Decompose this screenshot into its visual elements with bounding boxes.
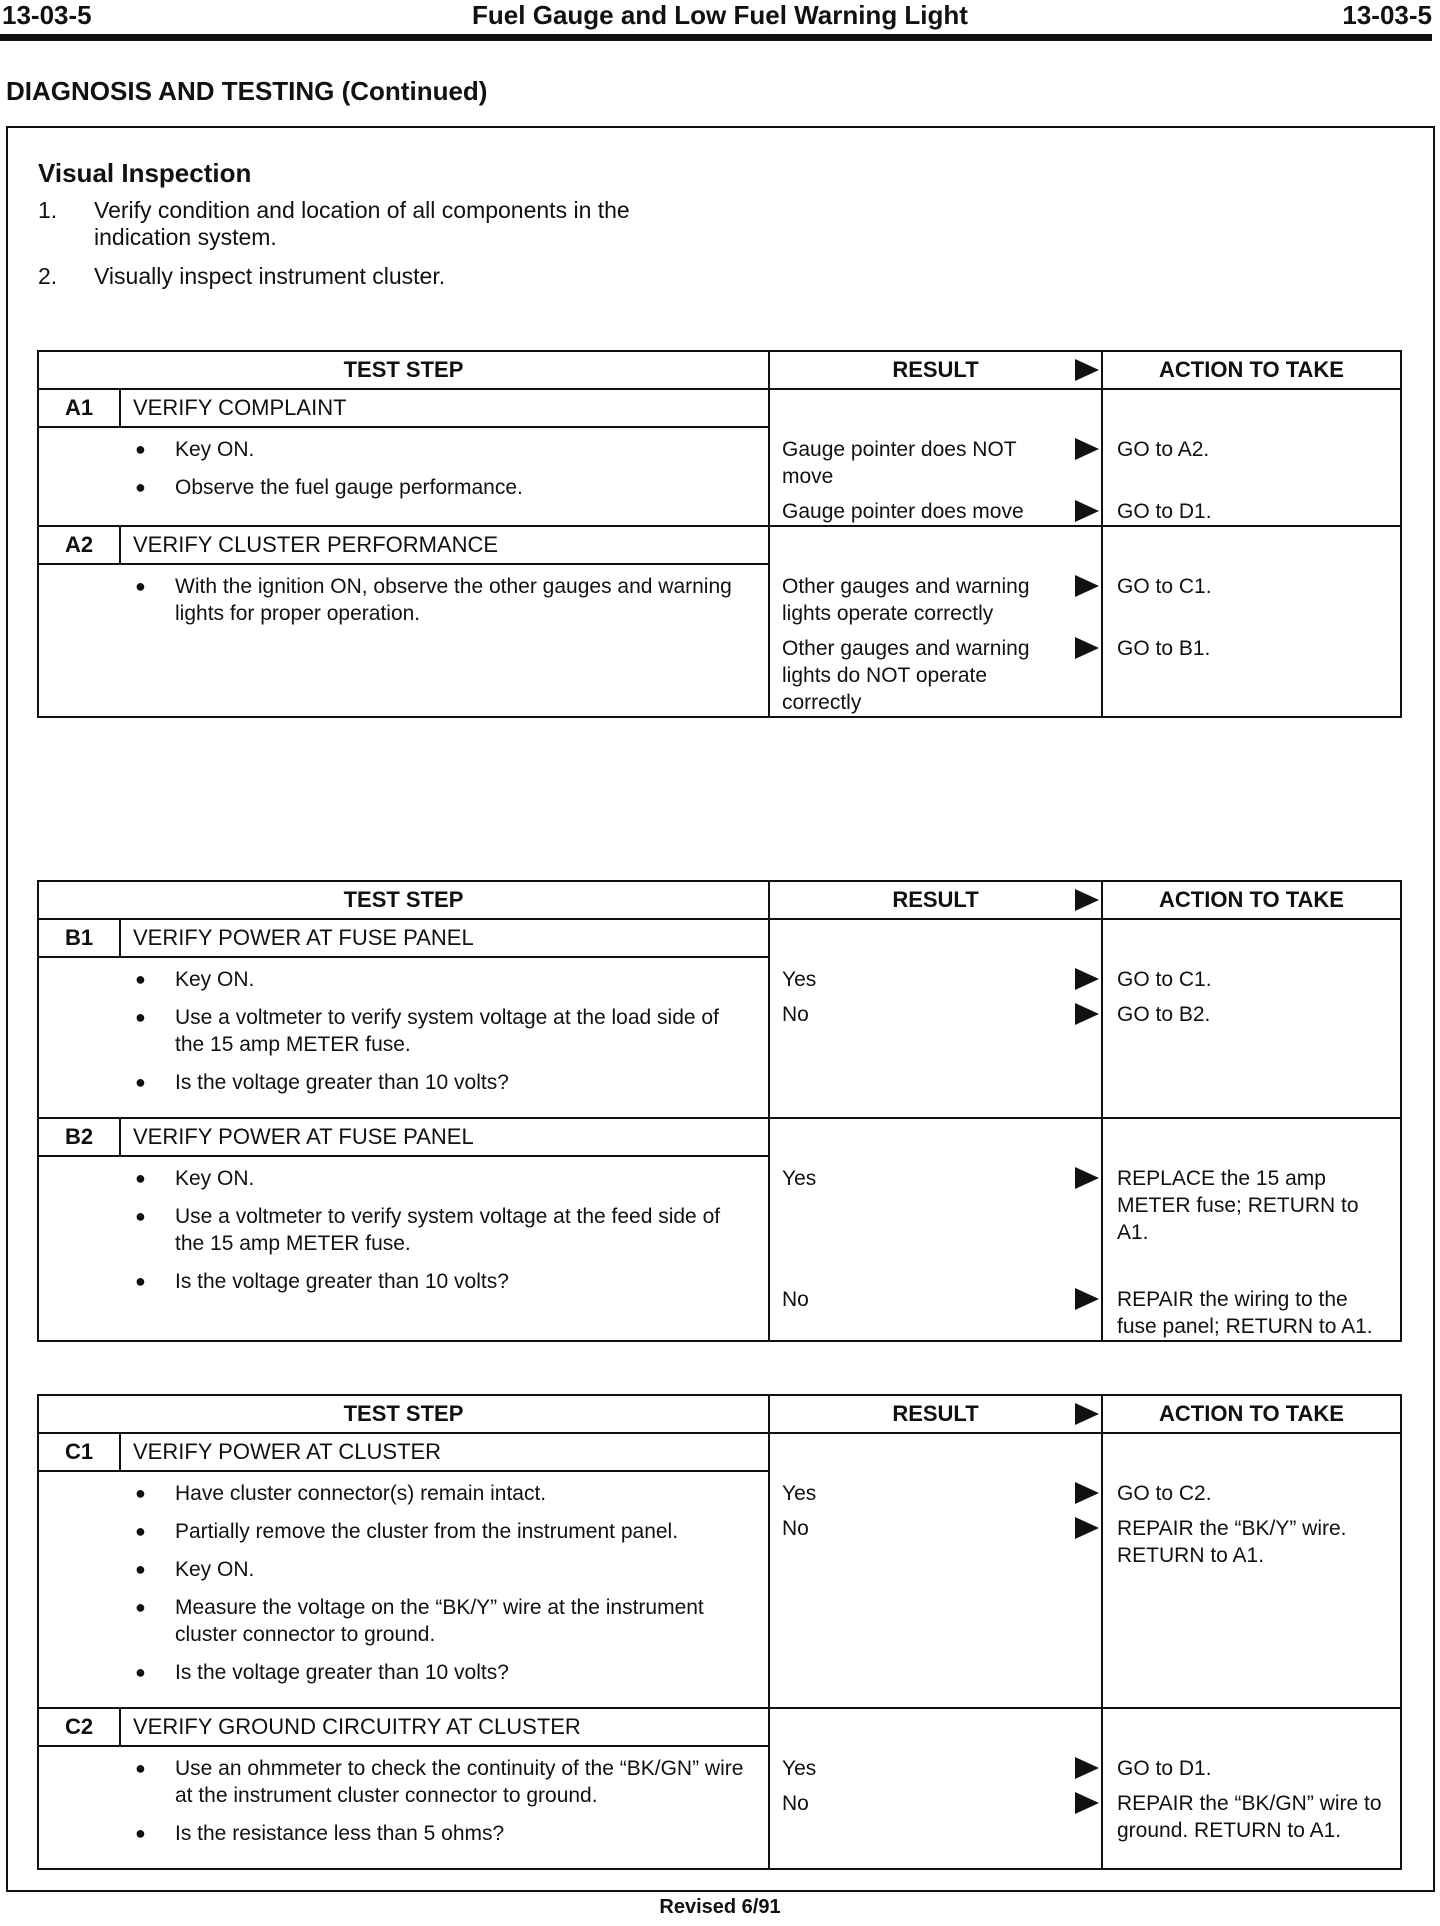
- step-bullet: [39, 966, 768, 993]
- result-item: [770, 1515, 1101, 1569]
- header-action: ACTION TO TAKE: [1102, 1395, 1401, 1433]
- result-text: No: [782, 1003, 809, 1026]
- step-bullet: [39, 1268, 768, 1295]
- step-bullet: [39, 1755, 768, 1809]
- arrow-right-icon: [1075, 1757, 1099, 1779]
- step-bullet: [39, 1004, 768, 1058]
- action-cell: [1102, 1433, 1401, 1708]
- result-text: No: [782, 1288, 809, 1311]
- test-step-cell: [38, 1118, 769, 1341]
- step-id: A1: [39, 390, 121, 426]
- test-step-table: [37, 1394, 1402, 1870]
- action-item: REPAIR the “BK/GN” wire to ground. RETURN to A1.: [1117, 1792, 1382, 1842]
- test-step-row: [38, 389, 1401, 526]
- bullet-dot-icon: ●: [135, 1007, 146, 1027]
- bullet-dot-icon: ●: [135, 576, 146, 596]
- test-step-row: [38, 1708, 1401, 1869]
- test-step-row: [38, 1118, 1401, 1341]
- result-text: Gauge pointer does NOT move: [782, 438, 1017, 488]
- step-bullet: [39, 573, 768, 627]
- step-bullet-text: Measure the voltage on the “BK/Y” wire at the instrument cluster connector to ground.: [175, 1596, 704, 1646]
- step-bullet-text: Use an ohmmeter to check the continuity of the “BK/GN” wire at the instrument cluster connector to ground.: [175, 1757, 744, 1807]
- step-title-bar: [39, 1434, 768, 1472]
- step-bullet-text: Have cluster connector(s) remain intact.: [175, 1482, 547, 1505]
- action-item: GO to B1.: [1117, 637, 1211, 660]
- step-bullet: [39, 1480, 768, 1507]
- inspection-item-text: Visually inspect instrument cluster.: [94, 263, 446, 289]
- step-id: B1: [39, 920, 121, 956]
- step-bullets: [39, 565, 768, 648]
- result-item: [770, 966, 1101, 993]
- bullet-dot-icon: ●: [135, 1662, 146, 1682]
- arrow-right-icon: [1075, 1792, 1099, 1814]
- inspection-item: [38, 263, 738, 290]
- step-bullet: [39, 1594, 768, 1648]
- action-item: REPAIR the wiring to the fuse panel; RETURN to A1.: [1117, 1288, 1373, 1338]
- header-result: [769, 881, 1102, 919]
- result-text: No: [782, 1517, 809, 1540]
- header-test-step: TEST STEP: [38, 351, 769, 389]
- header-rule: [0, 34, 1432, 41]
- action-item: GO to C1.: [1117, 968, 1212, 991]
- step-bullet-text: Use a voltmeter to verify system voltage at the load side of the 15 amp METER fuse.: [175, 1006, 719, 1056]
- table-header-row: [38, 351, 1401, 389]
- step-bullet-text: With the ignition ON, observe the other gauges and warning lights for proper operation.: [175, 575, 732, 625]
- step-bullet-text: Observe the fuel gauge performance.: [175, 476, 523, 499]
- step-bullet-text: Partially remove the cluster from the instrument panel.: [175, 1520, 679, 1543]
- test-step-cell: [38, 1433, 769, 1708]
- action-item: REPLACE the 15 amp METER fuse; RETURN to A1.: [1117, 1167, 1359, 1244]
- result-cell: [769, 919, 1102, 1118]
- step-bullet-text: Is the voltage greater than 10 volts?: [175, 1270, 509, 1293]
- table-header-row: [38, 881, 1401, 919]
- bullet-dot-icon: ●: [135, 1168, 146, 1188]
- arrow-right-icon: [1075, 575, 1099, 597]
- result-item: [770, 573, 1101, 627]
- arrow-right-icon: [1075, 968, 1099, 990]
- result-cell: [769, 1708, 1102, 1869]
- step-bullet-text: Key ON.: [175, 1558, 255, 1581]
- step-bullet: [39, 1518, 768, 1545]
- step-bullet: [39, 1165, 768, 1192]
- inspection-item-number: 1.: [38, 197, 58, 223]
- result-cell: [769, 1118, 1102, 1341]
- bullet-dot-icon: ●: [135, 1483, 146, 1503]
- step-id: A2: [39, 527, 121, 563]
- step-title-bar: [39, 527, 768, 565]
- result-text: Other gauges and warning lights operate correctly: [782, 575, 1030, 625]
- bullet-dot-icon: ●: [135, 1271, 146, 1291]
- test-step-table: [37, 350, 1402, 718]
- step-bullets: [39, 1747, 768, 1868]
- step-id: B2: [39, 1119, 121, 1155]
- header-action: ACTION TO TAKE: [1102, 351, 1401, 389]
- step-bullet: [39, 1556, 768, 1583]
- result-text: Other gauges and warning lights do NOT operate correctly: [782, 637, 1030, 714]
- step-bullet: [39, 436, 768, 463]
- inspection-item: [38, 197, 738, 251]
- test-step-cell: [38, 919, 769, 1118]
- bullet-dot-icon: ●: [135, 1072, 146, 1092]
- arrow-right-icon: [1075, 500, 1099, 522]
- result-cell: [769, 389, 1102, 526]
- arrow-right-icon: [1075, 889, 1099, 911]
- result-text: Yes: [782, 1482, 817, 1505]
- step-bullets: [39, 428, 768, 522]
- step-bullet-text: Key ON.: [175, 438, 255, 461]
- bullet-dot-icon: ●: [135, 969, 146, 989]
- step-title-bar: [39, 1709, 768, 1747]
- result-text: No: [782, 1792, 809, 1815]
- table-header-row: [38, 1395, 1401, 1433]
- step-title-bar: [39, 920, 768, 958]
- test-step-row: [38, 919, 1401, 1118]
- action-cell: [1102, 389, 1401, 526]
- step-name: VERIFY POWER AT FUSE PANEL: [133, 925, 474, 950]
- bullet-dot-icon: ●: [135, 477, 146, 497]
- bullet-dot-icon: ●: [135, 1559, 146, 1579]
- result-cell: [769, 526, 1102, 717]
- step-bullets: [39, 958, 768, 1117]
- arrow-right-icon: [1075, 1288, 1099, 1310]
- step-bullet: [39, 1069, 768, 1096]
- header-result-label: RESULT: [892, 887, 979, 912]
- step-bullet-text: Is the voltage greater than 10 volts?: [175, 1661, 509, 1684]
- bullet-dot-icon: ●: [135, 1521, 146, 1541]
- revision-footer: Revised 6/91: [659, 1896, 781, 1918]
- result-item: [770, 436, 1101, 490]
- action-item: GO to A2.: [1117, 438, 1210, 461]
- visual-inspection: [38, 158, 738, 302]
- result-text: Yes: [782, 1757, 817, 1780]
- action-item: GO to D1.: [1117, 500, 1212, 523]
- arrow-right-icon: [1075, 1003, 1099, 1025]
- header-result-label: RESULT: [892, 357, 979, 382]
- test-step-cell: [38, 389, 769, 526]
- page-header-title: Fuel Gauge and Low Fuel Warning Light: [472, 0, 968, 30]
- step-name: VERIFY CLUSTER PERFORMANCE: [133, 532, 499, 557]
- step-bullet: [39, 474, 768, 501]
- step-bullet: [39, 1203, 768, 1257]
- test-step-cell: [38, 1708, 769, 1869]
- action-cell: [1102, 526, 1401, 717]
- page-number-left: 13-03-5: [2, 0, 92, 30]
- step-name: VERIFY POWER AT CLUSTER: [133, 1439, 442, 1464]
- step-name: VERIFY POWER AT FUSE PANEL: [133, 1124, 474, 1149]
- header-result-label: RESULT: [892, 1401, 979, 1426]
- section-title: DIAGNOSIS AND TESTING (Continued): [6, 76, 488, 106]
- action-item: GO to D1.: [1117, 1757, 1212, 1780]
- action-cell: [1102, 919, 1401, 1118]
- result-text: Yes: [782, 968, 817, 991]
- step-name: VERIFY COMPLAINT: [133, 395, 347, 420]
- bullet-dot-icon: ●: [135, 1758, 146, 1778]
- test-step-table: [37, 880, 1402, 1342]
- result-item: [770, 1755, 1101, 1782]
- step-title-bar: [39, 390, 768, 428]
- inspection-item-text: Verify condition and location of all components in the indication system.: [94, 197, 630, 250]
- result-item: [770, 1480, 1101, 1507]
- step-bullet: [39, 1820, 768, 1847]
- step-name: VERIFY GROUND CIRCUITRY AT CLUSTER: [133, 1714, 581, 1739]
- step-bullets: [39, 1472, 768, 1707]
- result-text: Yes: [782, 1167, 817, 1190]
- step-bullet-text: Is the voltage greater than 10 volts?: [175, 1071, 509, 1094]
- step-id: C1: [39, 1434, 121, 1470]
- result-item: [770, 635, 1101, 716]
- step-title-bar: [39, 1119, 768, 1157]
- step-bullet: [39, 1659, 768, 1686]
- visual-inspection-title: Visual Inspection: [38, 158, 252, 188]
- arrow-right-icon: [1075, 1517, 1099, 1539]
- arrow-right-icon: [1075, 637, 1099, 659]
- result-item: [770, 498, 1101, 525]
- header-result: [769, 351, 1102, 389]
- action-cell: [1102, 1708, 1401, 1869]
- step-bullet-text: Key ON.: [175, 968, 255, 991]
- test-step-row: [38, 526, 1401, 717]
- result-cell: [769, 1433, 1102, 1708]
- result-item: [770, 1165, 1101, 1246]
- action-item: REPAIR the “BK/Y” wire. RETURN to A1.: [1117, 1517, 1347, 1567]
- inspection-item-number: 2.: [38, 263, 58, 289]
- step-bullets: [39, 1157, 768, 1316]
- page-number-right: 13-03-5: [1342, 0, 1432, 30]
- result-item: [770, 1790, 1101, 1844]
- header-test-step: TEST STEP: [38, 1395, 769, 1433]
- step-bullet-text: Key ON.: [175, 1167, 255, 1190]
- arrow-right-icon: [1075, 359, 1099, 381]
- bullet-dot-icon: ●: [135, 439, 146, 459]
- action-item: GO to C2.: [1117, 1482, 1212, 1505]
- step-id: C2: [39, 1709, 121, 1745]
- arrow-right-icon: [1075, 438, 1099, 460]
- step-bullet-text: Is the resistance less than 5 ohms?: [175, 1822, 505, 1845]
- bullet-dot-icon: ●: [135, 1206, 146, 1226]
- test-step-cell: [38, 526, 769, 717]
- action-item: GO to B2.: [1117, 1003, 1211, 1026]
- arrow-right-icon: [1075, 1403, 1099, 1425]
- result-item: [770, 1001, 1101, 1028]
- bullet-dot-icon: ●: [135, 1823, 146, 1843]
- action-item: GO to C1.: [1117, 575, 1212, 598]
- step-bullet-text: Use a voltmeter to verify system voltage at the feed side of the 15 amp METER fuse.: [175, 1205, 721, 1255]
- arrow-right-icon: [1075, 1482, 1099, 1504]
- header-result: [769, 1395, 1102, 1433]
- bullet-dot-icon: ●: [135, 1597, 146, 1617]
- header-action: ACTION TO TAKE: [1102, 881, 1401, 919]
- arrow-right-icon: [1075, 1167, 1099, 1189]
- result-text: Gauge pointer does move: [782, 500, 1024, 523]
- result-item: [770, 1286, 1101, 1340]
- action-cell: [1102, 1118, 1401, 1341]
- test-step-row: [38, 1433, 1401, 1708]
- header-test-step: TEST STEP: [38, 881, 769, 919]
